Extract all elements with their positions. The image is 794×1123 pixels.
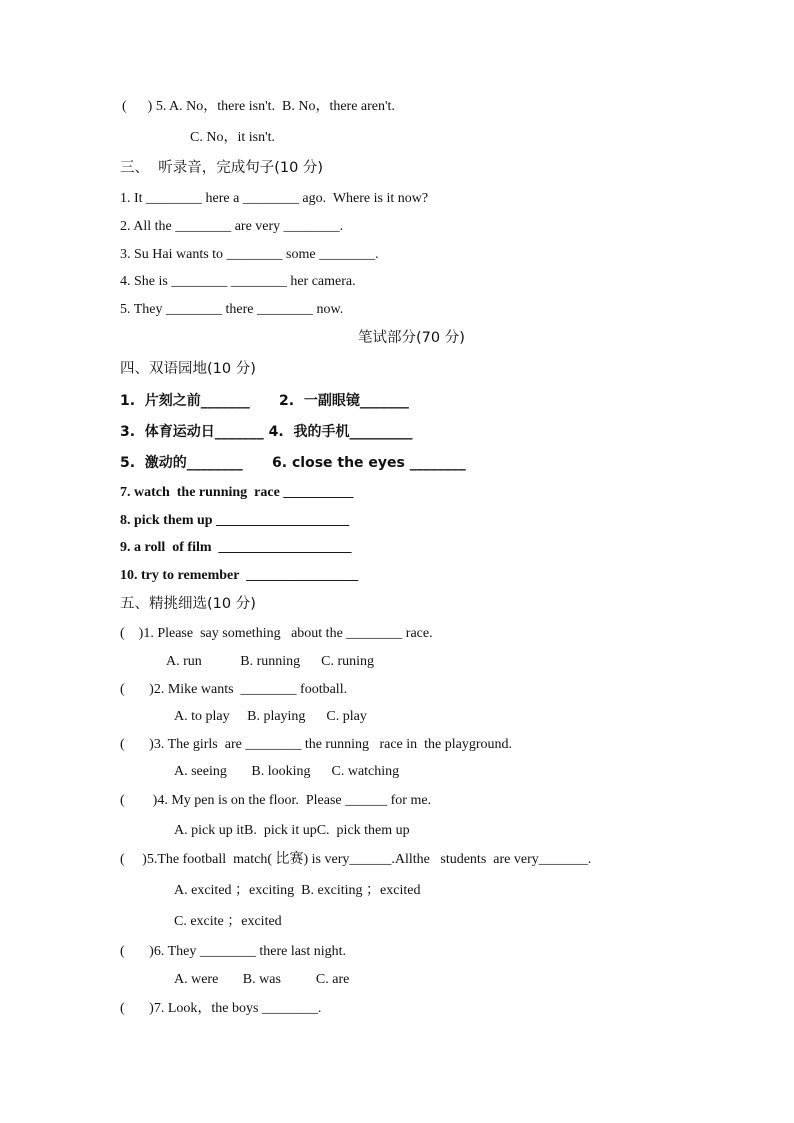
section-5-q6-options: A. were B. was C. are (174, 972, 350, 987)
section-5-heading: 五、精挑细选(10 分) (120, 596, 256, 612)
section-5-q7: ( )7. Look，the boys ________. (120, 1001, 322, 1016)
section-4-item-7: 7. watch the running race __________ (120, 485, 354, 500)
section-3-item-5: 5. They ________ there ________ now. (120, 302, 344, 317)
question-5-stem: ( ) 5. A. No，there isn't. B. No，there aren't. (122, 99, 395, 114)
section-5-q5: ( )5.The football match( 比赛) is very______.Allthe students are very_______. (120, 852, 592, 867)
section-5-q6: ( )6. They ________ there last night. (120, 944, 347, 959)
section-4-row-2: 3. 体育运动日_______ 4. 我的手机_________ (120, 424, 413, 440)
section-5-q1-options: A. run B. running C. runing (166, 654, 375, 669)
section-5-q1: ( )1. Please say something about the ________ race. (120, 626, 433, 641)
section-3-item-2: 2. All the ________ are very ________. (120, 219, 344, 234)
question-5-option-c: C. No，it isn't. (190, 130, 275, 145)
section-5-q3: ( )3. The girls are ________ the running race in the playground. (120, 737, 513, 752)
section-3-item-4: 4. She is ________ ________ her camera. (120, 274, 356, 289)
section-3-heading: 三、 听录音，完成句子(10 分) (120, 160, 324, 176)
section-5-q4: ( )4. My pen is on the floor. Please ______ for me. (120, 793, 432, 808)
section-5-q4-options: A. pick up itB. pick it upC. pick them up (174, 823, 410, 838)
section-4-item-8: 8. pick them up ___________________ (120, 513, 350, 528)
section-4-item-9: 9. a roll of film ___________________ (120, 540, 352, 555)
section-5-q5-options-ab: A. excited ；exciting B. exciting ；excited (174, 883, 421, 898)
section-4-row-3: 5. 激动的________ 6. close the eyes ________ (120, 455, 466, 471)
section-4-row-1: 1. 片刻之前_______ 2. 一副眼镜_______ (120, 393, 409, 409)
written-part-heading: 笔试部分(70 分) (358, 330, 465, 346)
section-5-q2: ( )2. Mike wants ________ football. (120, 682, 348, 697)
section-4-item-10: 10. try to remember ________________ (120, 568, 359, 583)
section-3-item-3: 3. Su Hai wants to ________ some ________. (120, 247, 379, 262)
section-5-q3-options: A. seeing B. looking C. watching (174, 764, 400, 779)
section-5-q5-option-c: C. excite ；excited (174, 914, 282, 929)
section-5-q2-options: A. to play B. playing C. play (174, 709, 367, 724)
section-3-item-1: 1. It ________ here a ________ ago. Where is it now? (120, 191, 429, 206)
section-4-heading: 四、双语园地(10 分) (120, 361, 256, 377)
